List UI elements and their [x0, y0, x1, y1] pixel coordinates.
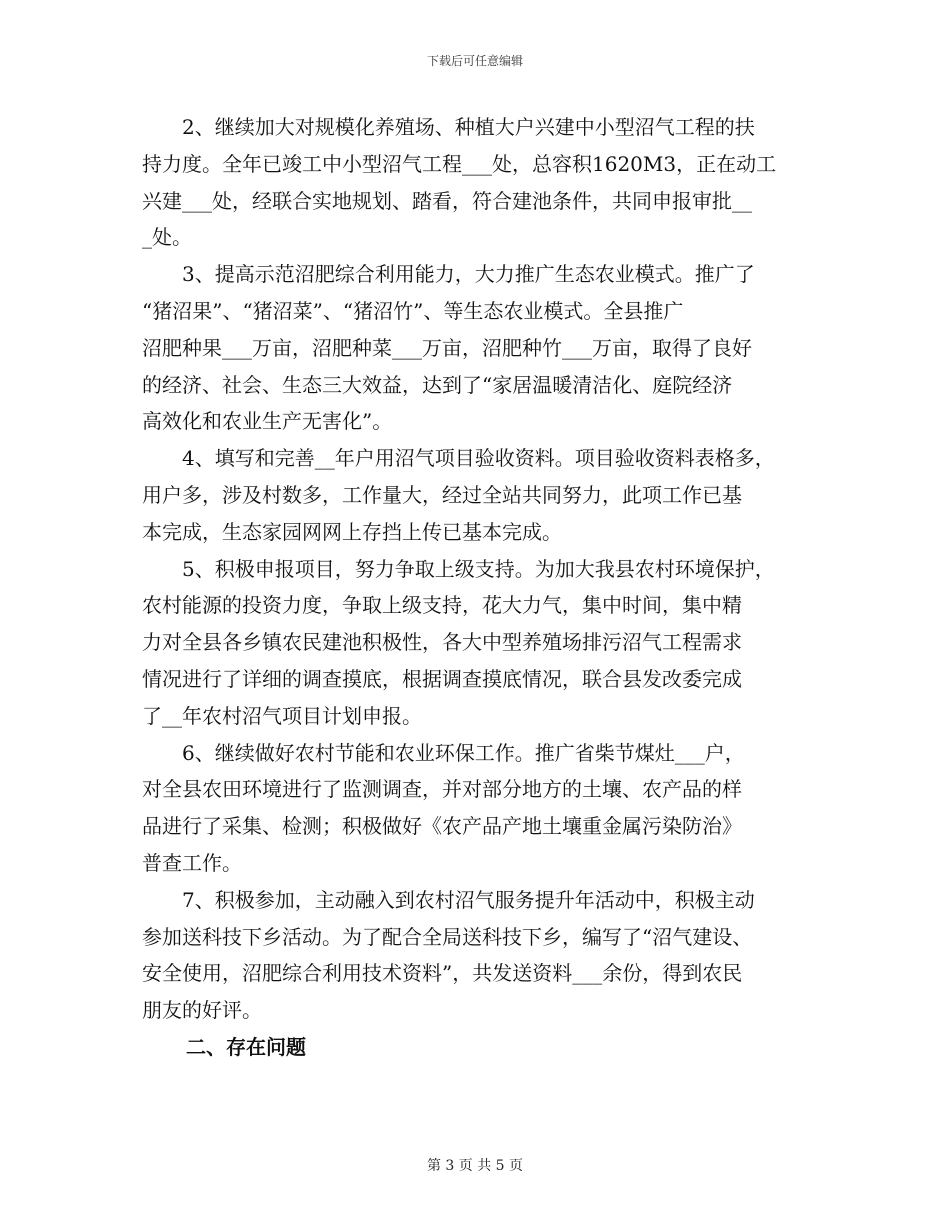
paragraph-item-2: [142, 109, 810, 256]
text-line: 6、继续做好农村节能和农业环保工作。推广省柴节煤灶___户，: [182, 740, 745, 765]
text-line: 朋友的好评。: [142, 998, 262, 1023]
text-line: 了__年农村沼气项目计划申报。: [142, 703, 422, 728]
text-line: 的经济、社会、生态三大效益，达到了“家居温暖清洁化、庭院经济: [142, 372, 733, 397]
paragraph-item-4: [142, 440, 810, 550]
text-line: 本完成，生态家园网网上存挡上传已基本完成。: [142, 519, 562, 544]
text-line: 持力度。全年已竣工中小型沼气工程___处，总容积1620M3，正在动工: [142, 151, 777, 176]
paragraph-item-3: [142, 256, 810, 440]
text-line: 兴建___处，经联合实地规划、踏看，符合建池条件，共同申报审批__: [142, 188, 752, 213]
text-line: 普查工作。: [142, 850, 242, 875]
text-line: _处。: [142, 225, 192, 250]
text-line: 沼肥种果___万亩，沼肥种菜___万亩，沼肥种竹___万亩，取得了良好: [142, 335, 752, 360]
text-line: 高效化和农业生产无害化”。: [142, 409, 393, 434]
text-line: 农村能源的投资力度，争取上级支持，花大力气，集中时间，集中精: [142, 593, 742, 618]
text-line: 品进行了采集、检测；积极做好《农产品产地土壤重金属污染防治》: [142, 814, 742, 839]
page-header: 下载后可任意编辑: [426, 54, 523, 68]
section-heading: 二、存在问题: [186, 1034, 306, 1059]
page-number: 第 3 页 共 5 页: [426, 1158, 524, 1174]
paragraph-item-7: [142, 882, 810, 1029]
text-line: “猪沼果”、“猪沼菜”、“猪沼竹”、等生态农业模式。全县推广: [142, 298, 684, 323]
text-line: 情况进行了详细的调查摸底，根据调查摸底情况，联合县发改委完成: [142, 666, 742, 691]
text-line: 7、积极参加，主动融入到农村沼气服务提升年活动中，积极主动: [182, 887, 755, 912]
text-line: 安全使用，沼肥综合利用技术资料”，共发送资料___余份，得到农民: [142, 961, 743, 986]
text-line: 力对全县各乡镇农民建池积极性，各大中型养殖场排污沼气工程需求: [142, 630, 742, 655]
text-line: 5、积极申报项目，努力争取上级支持。为加大我县农村环境保护，: [182, 556, 775, 581]
text-line: 3、提高示范沼肥综合利用能力，大力推广生态农业模式。推广了: [182, 262, 755, 287]
text-line: 参加送科技下乡活动。为了配合全局送科技下乡，编写了“沼气建设、: [142, 924, 753, 949]
document-body: [142, 109, 810, 1066]
text-line: 4、填写和完善__年户用沼气项目验收资料。项目验收资料表格多，: [182, 446, 775, 471]
paragraph-item-6: [142, 735, 810, 882]
text-line: 对全县农田环境进行了监测调查，并对部分地方的土壤、农产品的样: [142, 777, 742, 802]
paragraph-item-5: [142, 551, 810, 735]
text-line: 用户多，涉及村数多，工作量大，经过全站共同努力，此项工作已基: [142, 482, 742, 507]
text-line: 2、继续加大对规模化养殖场、种植大户兴建中小型沼气工程的扶: [182, 115, 755, 139]
